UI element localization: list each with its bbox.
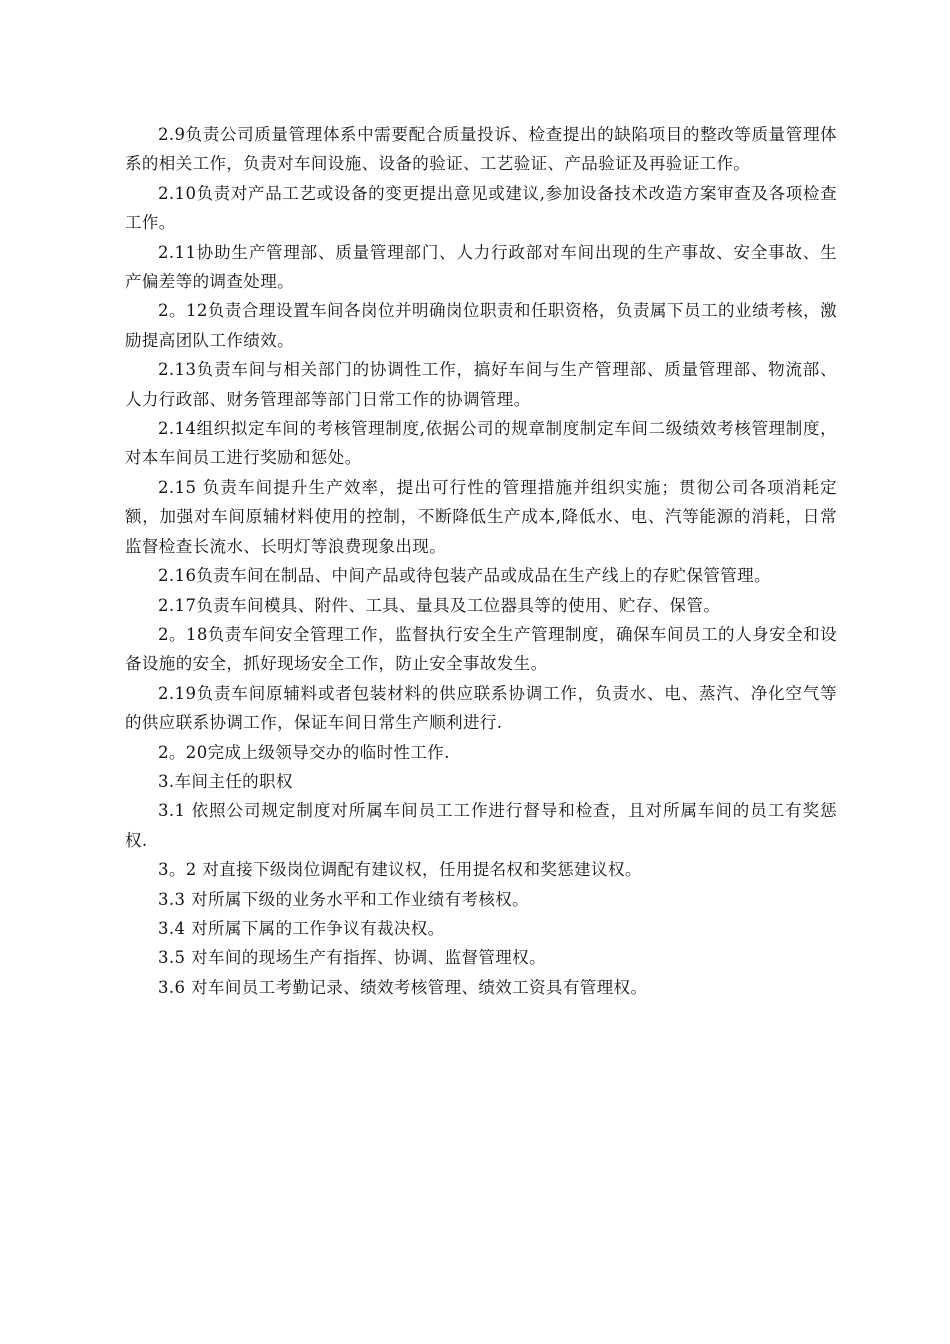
paragraph-2-17: 2.17负责车间模具、附件、工具、量具及工位器具等的使用、贮存、保管。	[158, 595, 721, 615]
paragraph-3-3: 3.3 对所属下级的业务水平和工作业绩有考核权。	[158, 889, 530, 909]
paragraph-3-4: 3.4 对所属下属的工作争议有裁决权。	[158, 918, 445, 938]
paragraph-3-6: 3.6 对车间员工考勤记录、绩效考核管理、绩效工资具有管理权。	[158, 977, 648, 997]
paragraph-2-16: 2.16负责车间在制品、中间产品或待包装产品或成品在生产线上的存贮保管管理。	[158, 566, 771, 586]
paragraph-2-13: 2.13负责车间与相关部门的协调性工作，搞好车间与生产管理部、质量管理部、物流部、人力行政部、财务管理部等部门日常工作的协调管理。	[125, 360, 837, 409]
section-heading-3: 3.车间主任的职权	[158, 771, 293, 791]
paragraph-2-12: 2。12负责合理设置车间各岗位并明确岗位职责和任职资格，负责属下员工的业绩考核，激励提高团队工作绩效。	[125, 301, 837, 350]
paragraph-2-11: 2.11协助生产管理部、质量管理部门、人力行政部对车间出现的生产事故、安全事故、生产偏差等的调查处理。	[125, 242, 837, 292]
paragraph-2-15: 2.15 负责车间提升生产效率，提出可行性的管理措施并组织实施；贯彻公司各项消耗定额，加强对车间原辅材料使用的控制，不断降低生产成本,降低水、电、汽等能源的消耗，日常监督检查长流水、长明灯等浪费现象出现。	[125, 477, 837, 556]
document-body	[125, 120, 837, 1002]
paragraph-2-9: 2.9负责公司质量管理体系中需要配合质量投诉、检查提出的缺陷项目的整改等质量管理体系的相关工作，负责对车间设施、设备的验证、工艺验证、产品验证及再验证工作。	[125, 125, 837, 174]
paragraph-2-19: 2.19负责车间原辅料或者包装材料的供应联系协调工作，负责水、电、蒸汽、净化空气等的供应联系协调工作，保证车间日常生产顺利进行.	[125, 683, 837, 733]
paragraph-3-2: 3。2 对直接下级岗位调配有建议权，任用提名权和奖惩建议权。	[158, 860, 642, 880]
paragraph-3-5: 3.5 对车间的现场生产有指挥、协调、监督管理权。	[158, 948, 546, 968]
paragraph-2-20: 2。20完成上级领导交办的临时性工作.	[158, 742, 450, 762]
paragraph-2-18: 2。18负责车间安全管理工作，监督执行安全生产管理制度，确保车间员工的人身安全和设备设施的安全，抓好现场安全工作，防止安全事故发生。	[125, 624, 837, 674]
paragraph-2-10: 2.10负责对产品工艺或设备的变更提出意见或建议,参加设备技术改造方案审查及各项检查工作。	[125, 183, 837, 233]
paragraph-3-1: 3.1 依照公司规定制度对所属车间员工工作进行督导和检查，且对所属车间的员工有奖惩权.	[125, 801, 837, 850]
paragraph-2-14: 2.14组织拟定车间的考核管理制度,依据公司的规章制度制定车间二级绩效考核管理制度，对本车间员工进行奖励和惩处。	[125, 419, 837, 468]
